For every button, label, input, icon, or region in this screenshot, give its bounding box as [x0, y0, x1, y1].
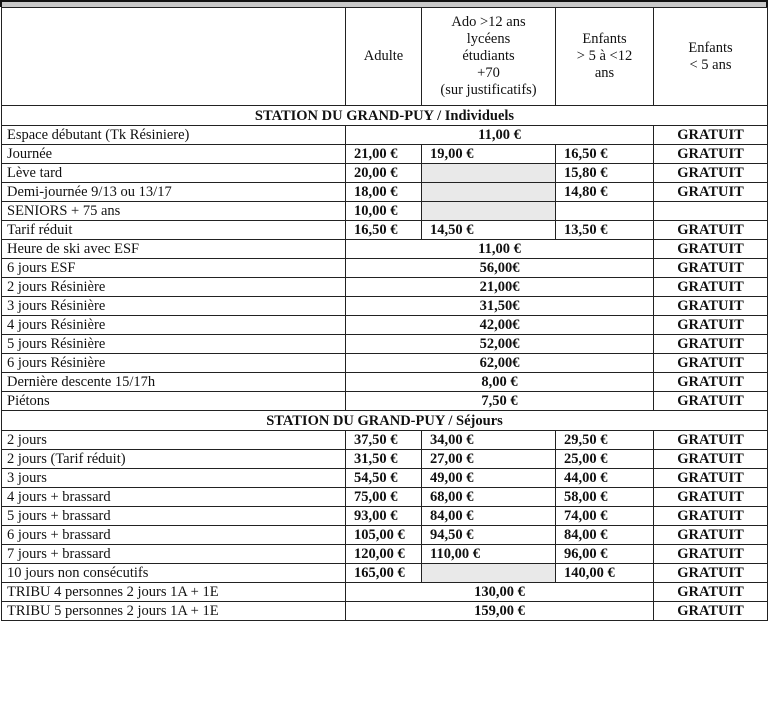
price-under-5: GRATUIT — [654, 278, 768, 297]
section-header-row — [2, 106, 768, 126]
row-label: SENIORS + 75 ans — [2, 202, 346, 221]
row-label: TRIBU 4 personnes 2 jours 1A + 1E — [2, 583, 346, 602]
price-adult: 54,50 € — [346, 469, 422, 488]
price-under-5: GRATUIT — [654, 183, 768, 202]
row-label: 2 jours (Tarif réduit) — [2, 450, 346, 469]
header-small-child: Enfants < 5 ans — [654, 8, 768, 106]
table-row — [2, 126, 768, 145]
row-label: 4 jours + brassard — [2, 488, 346, 507]
price-ado: 27,00 € — [422, 450, 556, 469]
row-label: Dernière descente 15/17h — [2, 373, 346, 392]
table-row — [2, 488, 768, 507]
row-label: Tarif réduit — [2, 221, 346, 240]
table-row — [2, 183, 768, 202]
table-row — [2, 240, 768, 259]
price-under-5: GRATUIT — [654, 297, 768, 316]
table-row — [2, 278, 768, 297]
price-adult: 37,50 € — [346, 431, 422, 450]
price-child: 74,00 € — [556, 507, 654, 526]
table-row — [2, 469, 768, 488]
row-label: Demi-journée 9/13 ou 13/17 — [2, 183, 346, 202]
price-adult: 120,00 € — [346, 545, 422, 564]
table-row — [2, 545, 768, 564]
section-title: STATION DU GRAND-PUY / Séjours — [2, 411, 768, 431]
row-label: Lève tard — [2, 164, 346, 183]
price-under-5: GRATUIT — [654, 164, 768, 183]
price-adult: 18,00 € — [346, 183, 422, 202]
price-adult: 105,00 € — [346, 526, 422, 545]
price-merged: 11,00 € — [346, 126, 654, 145]
table-row — [2, 335, 768, 354]
price-merged: 11,00 € — [346, 240, 654, 259]
price-under-5: GRATUIT — [654, 240, 768, 259]
table-row — [2, 583, 768, 602]
price-ado: 34,00 € — [422, 431, 556, 450]
price-under-5: GRATUIT — [654, 488, 768, 507]
table-row — [2, 373, 768, 392]
price-merged: 7,50 € — [346, 392, 654, 411]
price-adult: 16,50 € — [346, 221, 422, 240]
price-merged: 62,00€ — [346, 354, 654, 373]
price-ado: 68,00 € — [422, 488, 556, 507]
price-ado: 14,50 € — [422, 221, 556, 240]
row-label: 3 jours Résinière — [2, 297, 346, 316]
row-label: Heure de ski avec ESF — [2, 240, 346, 259]
table-row — [2, 392, 768, 411]
price-under-5: GRATUIT — [654, 602, 768, 621]
section-header-row — [2, 411, 768, 431]
section-title: STATION DU GRAND-PUY / Individuels — [2, 106, 768, 126]
row-label: 6 jours Résinière — [2, 354, 346, 373]
table-row — [2, 602, 768, 621]
price-under-5: GRATUIT — [654, 392, 768, 411]
price-child: 29,50 € — [556, 431, 654, 450]
price-child: 84,00 € — [556, 526, 654, 545]
table-row — [2, 221, 768, 240]
header-ado: Ado >12 ans lycéens étudiants +70 (sur justificatifs) — [422, 8, 556, 106]
price-merged: 130,00 € — [346, 583, 654, 602]
price-ado — [422, 183, 556, 202]
price-child: 96,00 € — [556, 545, 654, 564]
price-under-5: GRATUIT — [654, 259, 768, 278]
price-child — [556, 202, 654, 221]
price-ado: 94,50 € — [422, 526, 556, 545]
price-under-5: GRATUIT — [654, 564, 768, 583]
price-child: 16,50 € — [556, 145, 654, 164]
price-under-5: GRATUIT — [654, 583, 768, 602]
price-adult: 20,00 € — [346, 164, 422, 183]
price-child: 13,50 € — [556, 221, 654, 240]
row-label: Journée — [2, 145, 346, 164]
table-row — [2, 202, 768, 221]
price-table — [1, 7, 768, 621]
row-label: 4 jours Résinière — [2, 316, 346, 335]
row-label: TRIBU 5 personnes 2 jours 1A + 1E — [2, 602, 346, 621]
table-row — [2, 164, 768, 183]
price-ado: 49,00 € — [422, 469, 556, 488]
price-under-5: GRATUIT — [654, 431, 768, 450]
price-under-5: GRATUIT — [654, 221, 768, 240]
price-under-5: GRATUIT — [654, 335, 768, 354]
price-under-5: GRATUIT — [654, 450, 768, 469]
header-adult: Adulte — [346, 8, 422, 106]
row-label: 5 jours + brassard — [2, 507, 346, 526]
table-row — [2, 450, 768, 469]
price-under-5: GRATUIT — [654, 126, 768, 145]
price-merged: 8,00 € — [346, 373, 654, 392]
table-row — [2, 507, 768, 526]
price-ado: 110,00 € — [422, 545, 556, 564]
price-under-5 — [654, 202, 768, 221]
price-child: 44,00 € — [556, 469, 654, 488]
price-under-5: GRATUIT — [654, 145, 768, 164]
price-child: 58,00 € — [556, 488, 654, 507]
price-adult: 21,00 € — [346, 145, 422, 164]
price-under-5: GRATUIT — [654, 354, 768, 373]
row-label: 7 jours + brassard — [2, 545, 346, 564]
row-label: 2 jours Résinière — [2, 278, 346, 297]
header-child: Enfants > 5 à <12 ans — [556, 8, 654, 106]
row-label: Espace débutant (Tk Résiniere) — [2, 126, 346, 145]
table-row — [2, 526, 768, 545]
price-child: 15,80 € — [556, 164, 654, 183]
price-ado — [422, 164, 556, 183]
price-merged: 159,00 € — [346, 602, 654, 621]
price-under-5: GRATUIT — [654, 545, 768, 564]
price-child: 140,00 € — [556, 564, 654, 583]
price-merged: 21,00€ — [346, 278, 654, 297]
price-merged: 42,00€ — [346, 316, 654, 335]
table-row — [2, 431, 768, 450]
row-label: Piétons — [2, 392, 346, 411]
top-banner — [0, 0, 768, 7]
price-adult: 75,00 € — [346, 488, 422, 507]
price-ado — [422, 564, 556, 583]
price-adult: 10,00 € — [346, 202, 422, 221]
row-label: 2 jours — [2, 431, 346, 450]
price-adult: 165,00 € — [346, 564, 422, 583]
price-ado: 84,00 € — [422, 507, 556, 526]
price-ado — [422, 202, 556, 221]
price-table-body — [2, 106, 768, 621]
price-merged: 56,00€ — [346, 259, 654, 278]
header-row — [2, 8, 768, 106]
price-ado: 19,00 € — [422, 145, 556, 164]
row-label: 10 jours non consécutifs — [2, 564, 346, 583]
table-row — [2, 259, 768, 278]
table-row — [2, 564, 768, 583]
price-under-5: GRATUIT — [654, 507, 768, 526]
price-adult: 93,00 € — [346, 507, 422, 526]
row-label: 6 jours ESF — [2, 259, 346, 278]
table-row — [2, 316, 768, 335]
table-row — [2, 354, 768, 373]
price-child: 25,00 € — [556, 450, 654, 469]
row-label: 3 jours — [2, 469, 346, 488]
price-merged: 52,00€ — [346, 335, 654, 354]
price-merged: 31,50€ — [346, 297, 654, 316]
table-row — [2, 297, 768, 316]
price-under-5: GRATUIT — [654, 469, 768, 488]
price-adult: 31,50 € — [346, 450, 422, 469]
table-row — [2, 145, 768, 164]
row-label: 6 jours + brassard — [2, 526, 346, 545]
header-empty — [2, 8, 346, 106]
row-label: 5 jours Résinière — [2, 335, 346, 354]
price-under-5: GRATUIT — [654, 316, 768, 335]
price-child: 14,80 € — [556, 183, 654, 202]
price-under-5: GRATUIT — [654, 526, 768, 545]
price-under-5: GRATUIT — [654, 373, 768, 392]
